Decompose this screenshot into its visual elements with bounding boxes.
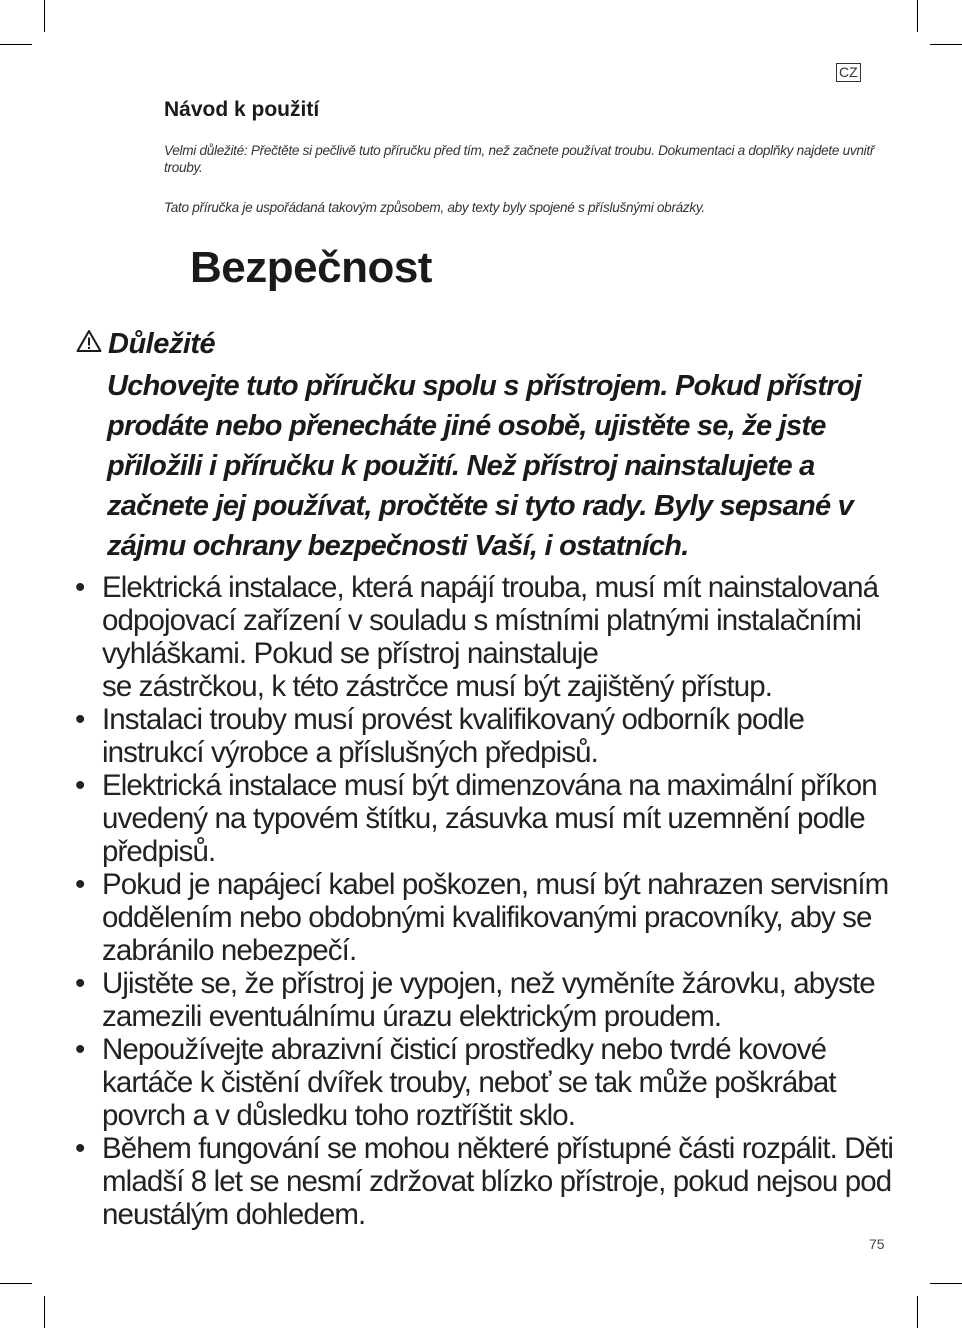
list-item-text: Instalaci trouby musí provést kvalifikovaný odborník podle instrukcí výrobce a příslušných předpisů. [102, 703, 805, 769]
list-item [75, 769, 905, 868]
crop-mark [44, 0, 45, 32]
page-title: Bezpečnost [190, 243, 432, 292]
bullet: • [75, 769, 85, 802]
list-item [75, 1132, 905, 1231]
bullet: • [75, 967, 85, 1000]
list-item [75, 967, 905, 1033]
list-item [75, 868, 905, 967]
list-item-text: Elektrická instalace musí být dimenzována na maximální příkon uvedený na typovém štítku, zásuvka musí mít uzemnění podle předpisů. [102, 769, 877, 868]
crop-mark [0, 1283, 32, 1284]
list-item-text: Ujistěte se, že přístroj je vypojen, než vyměníte žárovku, abyste zamezili eventuálnímu úrazu elektrickým proudem. [102, 967, 875, 1033]
list-item-text: se zástrčkou, k této zástrčce musí být zajištěný přístup. [102, 670, 773, 703]
list-item-text: Elektrická instalace, která napájí trouba, musí mít nainstalovaná odpojovací zařízení v souladu s místními platnými instalačními vyhláškami. Pokud se přístroj nainstaluje [102, 571, 879, 670]
safety-rules-list [75, 571, 905, 1231]
crop-mark [917, 1296, 918, 1328]
bullet: • [75, 868, 85, 901]
bullet: • [75, 571, 85, 604]
intro-paragraph: Tato příručka je uspořádaná takovým způsobem, aby texty byly spojené s příslušnými obrázky. [164, 200, 705, 215]
warning-triangle-icon [76, 328, 102, 361]
language-badge: CZ [836, 63, 861, 82]
list-item-text: Během fungování se mohou některé přístupné části rozpálit. Děti mladší 8 let se nesmí zdržovat blízko přístroje, pokud nejsou pod neustálým dohledem. [102, 1132, 894, 1231]
list-item [75, 703, 905, 769]
bullet: • [75, 1132, 85, 1165]
warning-text: Uchovejte tuto příručku spolu s přístrojem. Pokud přístroj prodáte nebo přenecháte jiné osobě, ujistěte se, že jste přiložili i příručku k použití. Než přístroj nainstalujete a začnete jej používat, pročtěte si tyto rady. Byly sepsané v zájmu ochrany bezpečnosti Vaší, i ostatních. [107, 370, 862, 562]
crop-mark [44, 1296, 45, 1328]
page-number: 75 [869, 1236, 885, 1252]
bullet: • [75, 1033, 85, 1066]
list-item-text: Pokud je napájecí kabel poškozen, musí být nahrazen servisním oddělením nebo obdobnými kvalifikovanými pracovníky, aby se zabránilo nebezpečí. [102, 868, 889, 967]
warning-heading [76, 328, 215, 361]
intro-paragraph: Velmi důležité: Přečtěte si pečlivě tuto příručku před tím, než začnete používat troubu. Dokumentaci a doplňky najdete uvnitř trouby. [164, 143, 875, 175]
list-item [75, 571, 905, 703]
crop-mark [0, 44, 32, 45]
crop-mark [930, 44, 962, 45]
crop-mark [917, 0, 918, 32]
section-title: Návod k použití [164, 98, 320, 121]
list-item-text: Nepoužívejte abrazivní čisticí prostředky nebo tvrdé kovové kartáče k čistění dvířek trouby, neboť se tak může poškrábat povrch a v důsledku toho roztříštit sklo. [102, 1033, 836, 1132]
crop-mark [930, 1283, 962, 1284]
bullet: • [75, 703, 85, 736]
warning-label: Důležité [108, 328, 216, 360]
list-item [75, 1033, 905, 1132]
